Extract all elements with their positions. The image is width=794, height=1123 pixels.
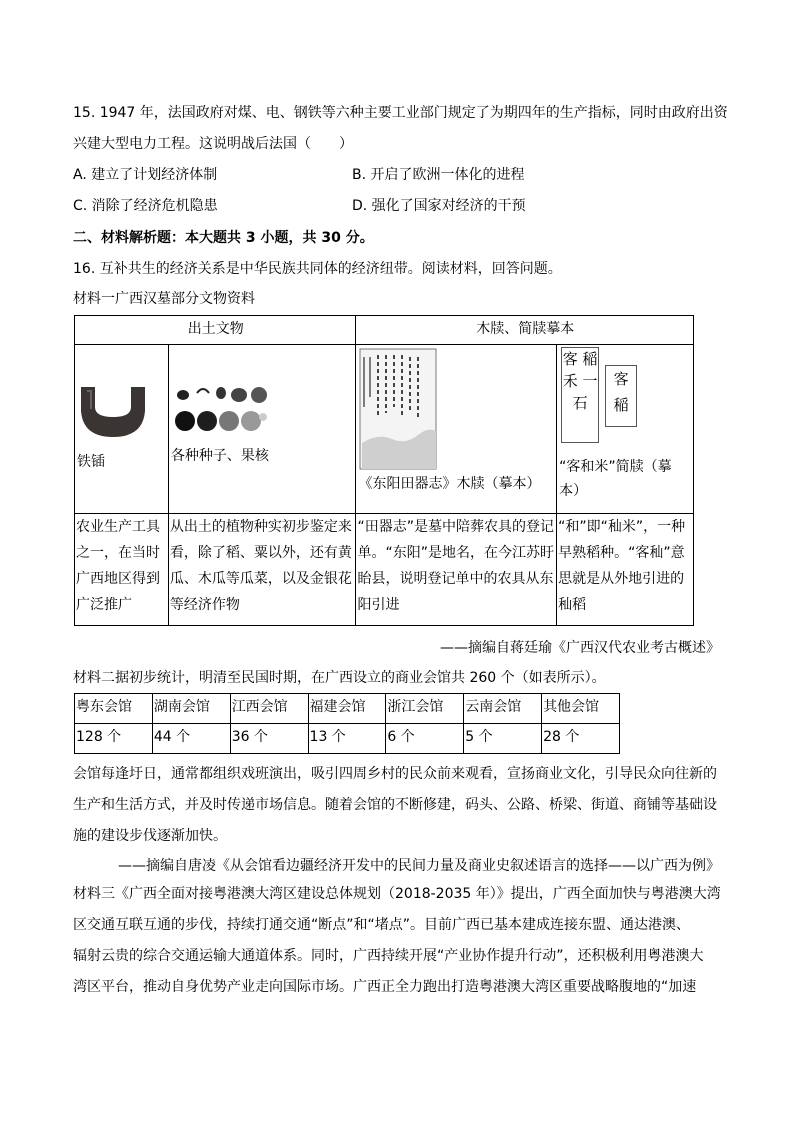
bamboo-slip-right: 客 稲 [605, 365, 637, 427]
material2-text-line: 生产和生活方式，并及时传递市场信息。随着会馆的不断修建，码头、公路、桥梁、街道、商铺等基础设 [73, 797, 717, 813]
guild-count: 6 个 [386, 724, 464, 754]
guild-header: 福建会馆 [308, 694, 386, 724]
desc-iron-spade: 农业生产工具之一，在当时广西地区得到广泛推广 [75, 514, 169, 626]
bamboo-slip-left: 客 稲 禾 一 石 [561, 347, 599, 443]
guild-count: 13 个 [308, 724, 386, 754]
guild-count: 5 个 [464, 724, 542, 754]
caption-iron-spade: 铁锸 [77, 454, 105, 470]
guild-hall-table [74, 693, 620, 754]
q15-option-b[interactable]: B. 开启了欧洲一体化的进程 [352, 167, 525, 183]
guild-count: 28 个 [542, 724, 620, 754]
desc-wood-slip: “田器志”是墓中陪葬农具的登记单。“东阳”是地名，在今江苏盱眙县，说明登记单中的农具从东阳引进 [356, 514, 557, 626]
material3-text-line: 辐射云贵的综合交通运输大通道体系。同时，广西持续开展“产业协作提升行动”，还积极利用粤港澳大 [73, 948, 704, 964]
wood-slip-image [358, 347, 438, 471]
guild-count: 36 个 [230, 724, 308, 754]
desc-bamboo-slip: “和”即“秈米”，一种早熟稻种。“客秈”意思就是从外地引进的秈稻 [557, 514, 694, 626]
artifact-table [74, 315, 694, 626]
caption-bamboo-slip: “客和米”简牍（摹本） [559, 459, 672, 499]
guild-header: 粤东会馆 [75, 694, 153, 724]
material2-text-line: 施的建设步伐逐渐加快。 [73, 828, 227, 844]
section-heading: 二、材料解析题：本大题共 3 小题，共 30 分。 [73, 230, 374, 246]
material2-intro: 材料二据初步统计，明清至民国时期，在广西设立的商业会馆共 260 个（如表所示）。 [73, 670, 606, 686]
header-slips: 木牍、简牍摹本 [356, 316, 694, 345]
q15-stem-line2: 兴建大型电力工程。这说明战后法国（ ） [73, 136, 353, 152]
guild-header: 其他会馆 [542, 694, 620, 724]
guild-count: 128 个 [75, 724, 153, 754]
q15-stem-line1: 15. 1947 年，法国政府对煤、电、钢铁等六种主要工业部门规定了为期四年的生产指标，同时由政府出资 [73, 105, 728, 121]
material3-text-line: 区交通互联互通的步伐，持续打通交通“断点”和“堵点”。目前广西已基本建成连接东盟、通达港澳、 [73, 917, 691, 933]
material3-text-line: 湾区平台，推动自身优势产业走向国际市场。广西正全力跑出打造粤港澳大湾区重要战略腹地的“加速 [73, 979, 697, 995]
material3-text-line: 材料三《广西全面对接粤港澳大湾区建设总体规划（2018-2035 年）》提出，广西全面加快与粤港澳大湾 [73, 886, 721, 902]
desc-seeds: 从出土的植物种实初步鉴定来看，除了稻、粟以外，还有黄瓜、木瓜等瓜菜，以及金银花等经济作物 [168, 514, 356, 626]
caption-seeds: 各种种子、果核 [170, 448, 269, 464]
guild-header: 江西会馆 [230, 694, 308, 724]
cell-bamboo-slip [557, 345, 694, 514]
guild-header: 浙江会馆 [386, 694, 464, 724]
guild-count: 44 个 [152, 724, 230, 754]
material1-source: ——摘编自蒋廷瑜《广西汉代农业考古概述》 [440, 640, 720, 656]
q15-option-c[interactable]: C. 消除了经济危机隐患 [73, 198, 218, 214]
q15-option-d[interactable]: D. 强化了国家对经济的干预 [352, 198, 526, 214]
cell-iron-spade [75, 345, 169, 514]
iron-spade-image [77, 381, 149, 441]
seeds-image [173, 381, 269, 441]
cell-wood-slip [356, 345, 557, 514]
caption-wood-slip: 《东阳田器志》木牍（摹本） [358, 476, 541, 492]
guild-header: 云南会馆 [464, 694, 542, 724]
guild-header: 湖南会馆 [152, 694, 230, 724]
material1-title: 材料一广西汉墓部分文物资料 [73, 291, 255, 307]
material2-text-line: 会馆每逢圩日，通常都组织戏班演出，吸引四周乡村的民众前来观看，宣扬商业文化，引导民众向往新的 [73, 766, 717, 782]
header-unearthed: 出土文物 [75, 316, 356, 345]
cell-seeds [168, 345, 356, 514]
q15-option-a[interactable]: A. 建立了计划经济体制 [73, 167, 218, 183]
q16-stem: 16. 互补共生的经济关系是中华民族共同体的经济纽带。阅读材料，回答问题。 [73, 261, 562, 277]
material2-source: ——摘编自唐凌《从会馆看边疆经济开发中的民间力量及商业史叙述语言的选择——以广西为例》 [118, 858, 720, 874]
